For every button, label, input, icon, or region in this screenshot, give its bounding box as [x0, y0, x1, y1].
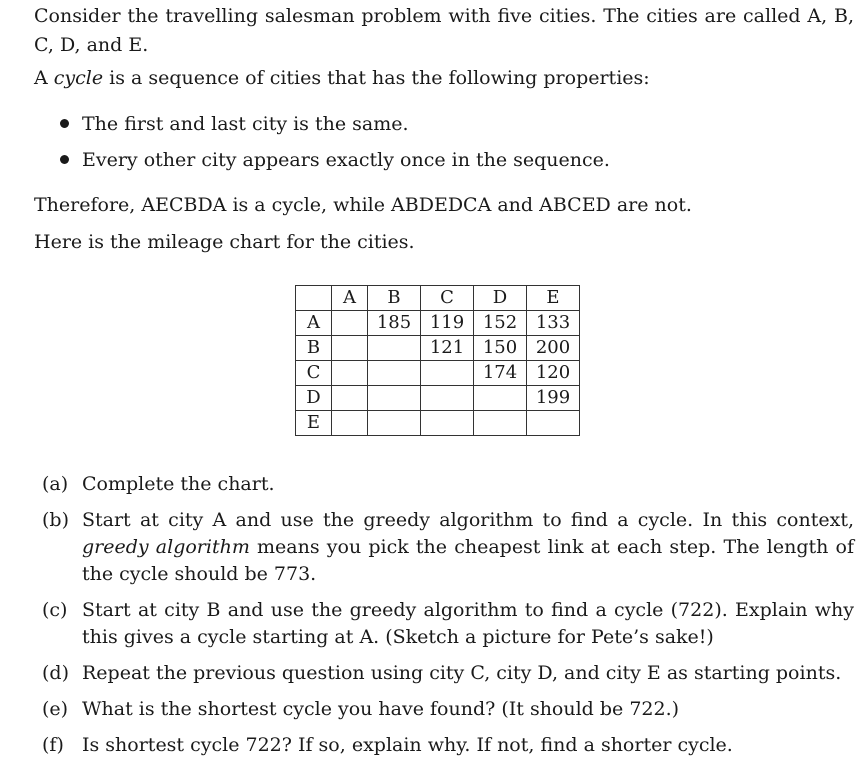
- table-cell: [332, 336, 368, 361]
- table-cell: [332, 361, 368, 386]
- column-header: E: [527, 286, 580, 311]
- column-header: D: [474, 286, 527, 311]
- question-f: [42, 732, 854, 759]
- question-label: (d): [42, 662, 69, 684]
- table-cell: 120: [527, 361, 580, 386]
- column-header: C: [421, 286, 474, 311]
- questions-list: [42, 471, 854, 759]
- question-label: (b): [42, 509, 69, 531]
- table-cell: 185: [368, 311, 421, 336]
- table-cell: [368, 411, 421, 436]
- question-text: Is shortest cycle 722? If so, explain why. If not, find a shorter cycle.: [82, 734, 733, 756]
- table-cell: 121: [421, 336, 474, 361]
- list-item: [58, 109, 610, 145]
- table-cell: [474, 386, 527, 411]
- property-text: Every other city appears exactly once in the sequence.: [82, 149, 610, 171]
- question-label: (f): [42, 734, 64, 756]
- table-cell: [421, 411, 474, 436]
- table-cell: 119: [421, 311, 474, 336]
- property-text: The first and last city is the same.: [82, 113, 409, 135]
- column-header: B: [368, 286, 421, 311]
- table-row: [296, 411, 580, 436]
- table-cell: 199: [527, 386, 580, 411]
- question-b: [42, 507, 854, 588]
- row-header: E: [296, 411, 332, 436]
- table-row: [296, 361, 580, 386]
- table-cell: [368, 386, 421, 411]
- table-cell: [474, 411, 527, 436]
- intro-paragraph: Consider the travelling salesman problem with five cities. The cities are called A, B, C, D, and E.: [34, 5, 854, 56]
- table-cell: [421, 361, 474, 386]
- table-cell: 133: [527, 311, 580, 336]
- question-label: (e): [42, 698, 69, 720]
- cycle-def-prefix: A: [34, 67, 54, 89]
- chart-intro: Here is the mileage chart for the cities.: [34, 231, 415, 253]
- bullet-icon: [60, 119, 69, 128]
- question-label: (a): [42, 473, 69, 495]
- cycle-definition: [34, 64, 854, 93]
- cycle-term: cycle: [53, 67, 104, 89]
- question-e: [42, 696, 854, 723]
- table-cell: [527, 411, 580, 436]
- table-cell: 150: [474, 336, 527, 361]
- question-text: Repeat the previous question using city C, city D, and city E as starting points.: [82, 662, 842, 684]
- table-cell: [332, 386, 368, 411]
- question-label: (c): [42, 599, 68, 621]
- question-text: What is the shortest cycle you have found? (It should be 722.): [82, 698, 680, 720]
- row-header: C: [296, 361, 332, 386]
- question-a: [42, 471, 854, 498]
- row-header: A: [296, 311, 332, 336]
- therefore-paragraph: Therefore, AECBDA is a cycle, while ABDEDCA and ABCED are not.: [34, 194, 692, 216]
- column-header: A: [332, 286, 368, 311]
- table-cell: [332, 311, 368, 336]
- question-text: Start at city B and use the greedy algorithm to find a cycle (722). Explain why this gives a cycle starting at A. (Sketch a picture for Pete’s sake!): [82, 599, 854, 648]
- corner-cell: [296, 286, 332, 311]
- table-header-row: [296, 286, 580, 311]
- table-cell: [368, 361, 421, 386]
- table-cell: [332, 411, 368, 436]
- table-cell: [368, 336, 421, 361]
- question-text-continued: means you pick the cheapest link at each step. The length of the cycle should be 773.: [82, 536, 854, 585]
- row-header: B: [296, 336, 332, 361]
- table-row: [296, 386, 580, 411]
- table-row: [296, 336, 580, 361]
- table-cell: 174: [474, 361, 527, 386]
- table-cell: 200: [527, 336, 580, 361]
- question-c: [42, 597, 854, 651]
- mileage-chart: [295, 285, 580, 436]
- question-text: Complete the chart.: [82, 473, 275, 495]
- list-item: [58, 145, 610, 181]
- row-header: D: [296, 386, 332, 411]
- cycle-def-suffix: is a sequence of cities that has the following properties:: [103, 67, 650, 89]
- table-row: [296, 311, 580, 336]
- question-d: [42, 660, 854, 687]
- table-cell: [421, 386, 474, 411]
- properties-list: [58, 109, 610, 181]
- question-text: Start at city A and use the greedy algorithm to find a cycle. In this context,: [82, 509, 854, 531]
- table-cell: 152: [474, 311, 527, 336]
- bullet-icon: [60, 155, 69, 164]
- greedy-term: greedy algorithm: [82, 536, 250, 558]
